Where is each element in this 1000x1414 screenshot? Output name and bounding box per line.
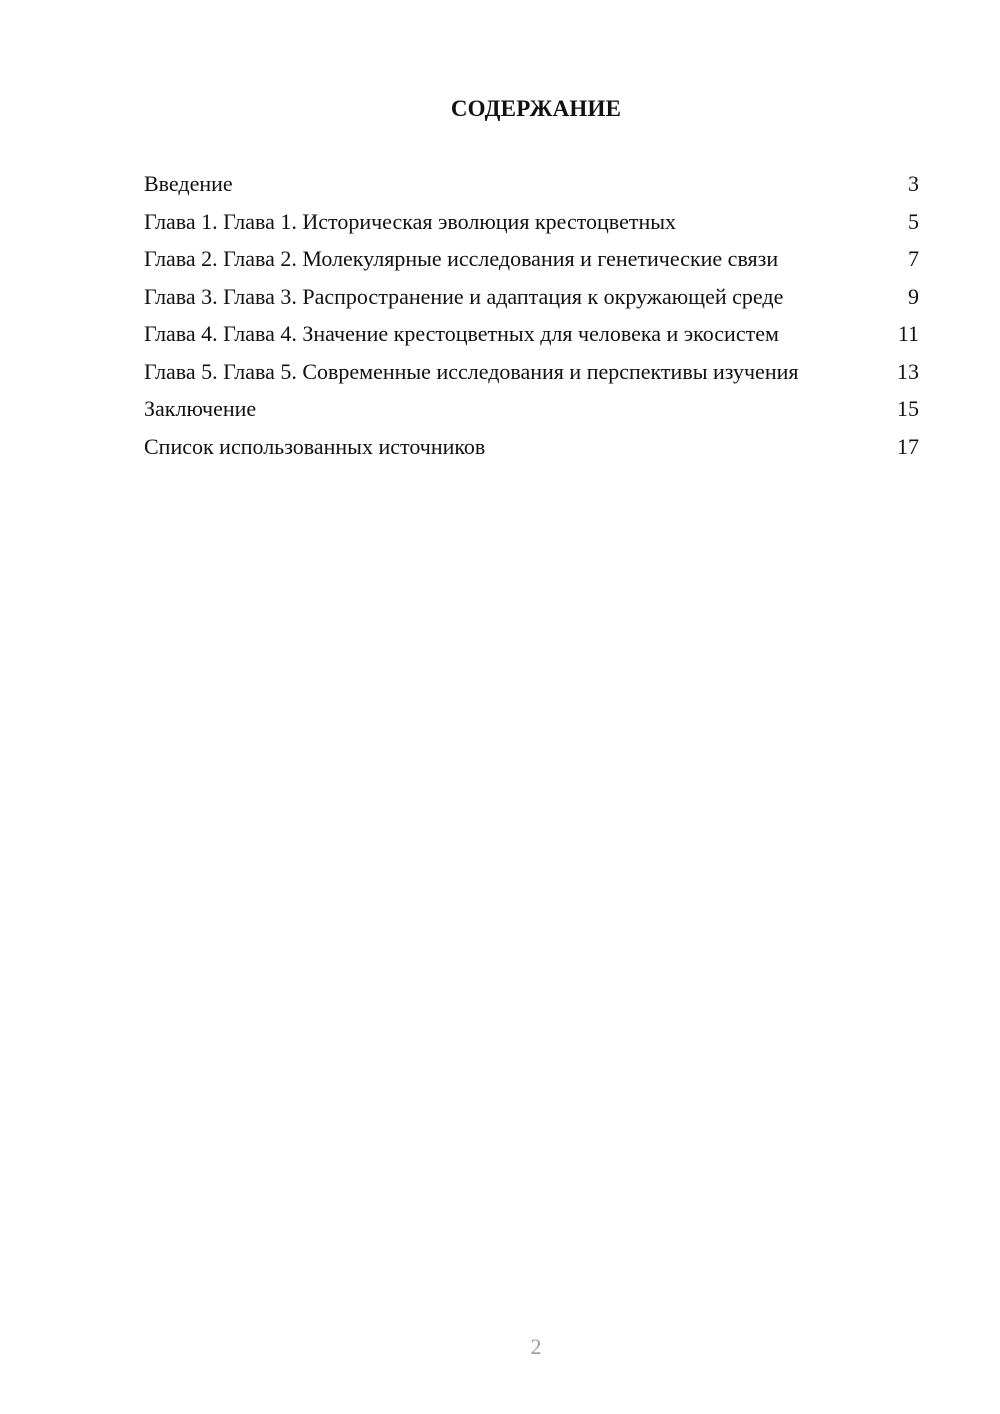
toc-entry-page: 15 (897, 396, 919, 421)
toc-entry-page: 3 (908, 171, 919, 196)
toc-entry-chapter-2 (144, 246, 919, 273)
page-number: 2 (530, 1334, 542, 1359)
toc-entry-label: Список использованных источников (144, 433, 486, 459)
toc-entry-label: Глава 4. Глава 4. Значение крестоцветных для человека и экосистем (144, 321, 779, 346)
toc-entry-page: 11 (897, 321, 919, 346)
toc-entry-label: Глава 1. Глава 1. Историческая эволюция крестоцветных (144, 208, 676, 234)
toc-entry-page: 17 (897, 433, 919, 459)
toc-entry-chapter-3 (144, 284, 919, 311)
page-title: СОДЕРЖАНИЕ (450, 96, 622, 121)
toc-entry-label: Заключение (144, 396, 257, 421)
toc-entry-label: Глава 5. Глава 5. Современные исследования и перспективы изучения (144, 358, 799, 384)
toc-entry-introduction (144, 171, 919, 198)
toc-entry-label: Глава 3. Глава 3. Распространение и адаптация к окружающей среде (144, 283, 784, 309)
table-of-contents (144, 171, 919, 471)
toc-entry-page: 9 (908, 283, 919, 309)
toc-entry-references (144, 434, 919, 461)
toc-entry-chapter-5 (144, 359, 919, 386)
toc-entry-page: 13 (897, 358, 919, 384)
toc-entry-chapter-4 (144, 321, 919, 348)
toc-entry-label: Введение (144, 171, 233, 196)
toc-entry-label: Глава 2. Глава 2. Молекулярные исследования и генетические связи (144, 246, 779, 271)
toc-entry-chapter-1 (144, 209, 919, 236)
toc-entry-page: 5 (908, 208, 919, 234)
toc-entry-conclusion (144, 396, 919, 423)
toc-entry-page: 7 (908, 246, 919, 271)
